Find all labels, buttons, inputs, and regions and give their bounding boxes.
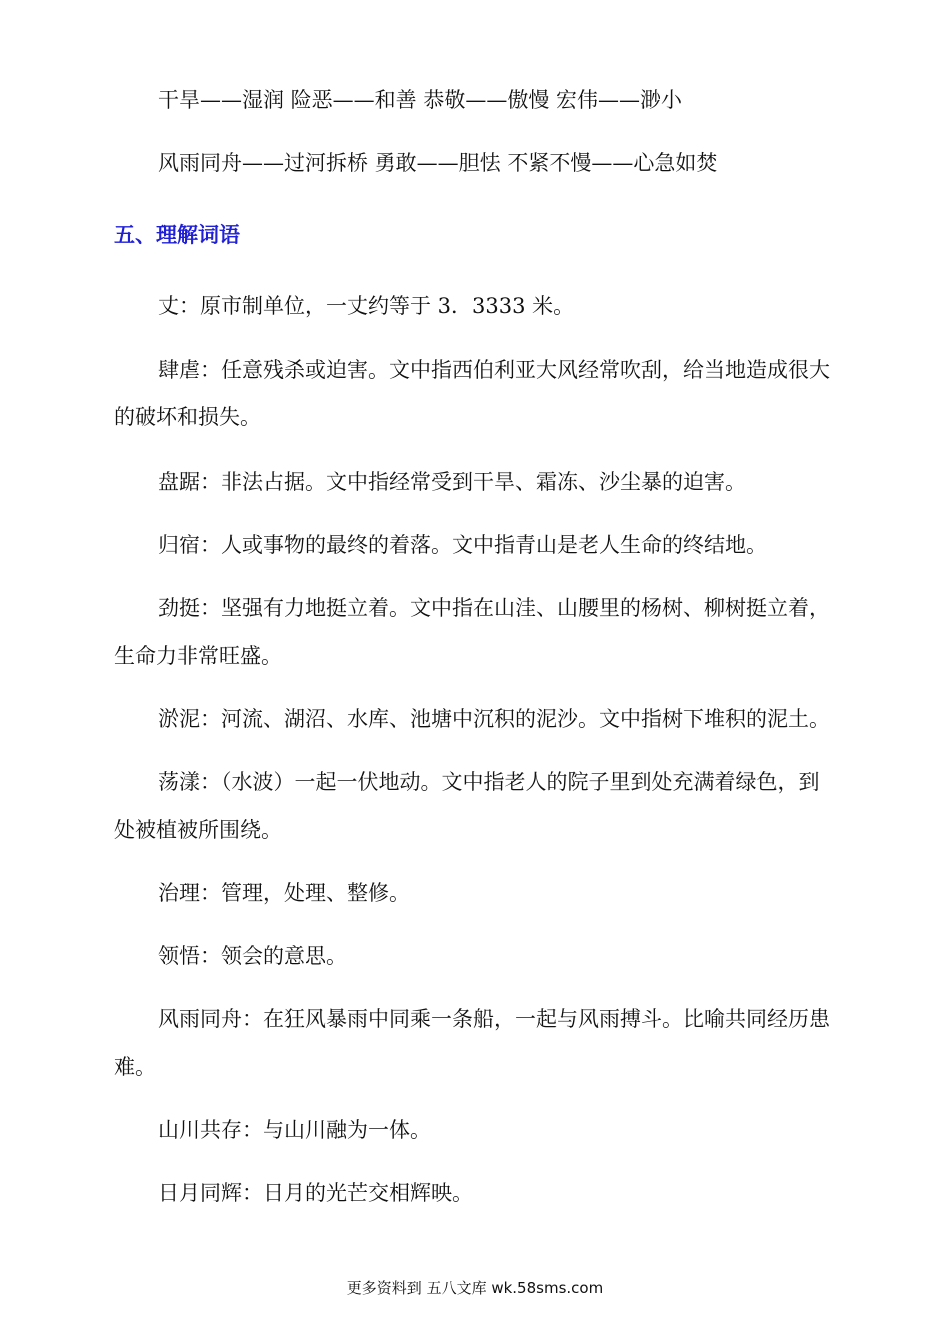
entry-yuni: 淤泥：河流、湖沼、水库、池塘中沉积的泥沙。文中指树下堆积的泥土。 <box>158 707 830 731</box>
entry-guisu: 归宿：人或事物的最终的着落。文中指青山是老人生命的终结地。 <box>158 533 767 557</box>
entry-dangyang: 荡漾：（水波）一起一伏地动。文中指老人的院子里到处充满着绿色，到 <box>158 770 820 794</box>
footer-link[interactable]: 更多资料到 五八文库 wk.58sms.com <box>346 1279 604 1297</box>
entry-shanchuangongcun: 山川共存：与山川融为一体。 <box>158 1118 431 1142</box>
entry-fengyutongzhou: 风雨同舟：在狂风暴雨中同乘一条船，一起与风雨搏斗。比喻共同经历患 <box>158 1007 830 1031</box>
entry-jinting: 劲挺：坚强有力地挺立着。文中指在山洼、山腰里的杨树、柳树挺立着， <box>158 596 830 620</box>
entry-panju: 盘踞：非法占据。文中指经常受到干旱、霜冻、沙尘暴的迫害。 <box>158 470 746 494</box>
entry-dangyang-continued: 处被植被所围绕。 <box>114 818 282 842</box>
entry-fengyutongzhou-continued: 难。 <box>114 1055 156 1079</box>
entry-zhang: 丈：原市制单位，一丈约等于 3．3333 米。 <box>158 294 575 318</box>
antonym-line-1: 干旱——湿润 险恶——和善 恭敬——傲慢 宏伟——渺小 <box>158 88 683 112</box>
entry-lingwu: 领悟：领会的意思。 <box>158 944 347 968</box>
entry-riyuetonghui: 日月同辉：日月的光芒交相辉映。 <box>158 1181 473 1205</box>
entry-sinue-continued: 的破坏和损失。 <box>114 405 261 429</box>
entry-jinting-continued: 生命力非常旺盛。 <box>114 644 282 668</box>
entry-sinue: 肆虐：任意残杀或迫害。文中指西伯利亚大风经常吹刮，给当地造成很大 <box>158 358 830 382</box>
section-heading: 五、理解词语 <box>114 223 240 247</box>
antonym-line-2: 风雨同舟——过河拆桥 勇敢——胆怯 不紧不慢——心急如焚 <box>158 151 718 175</box>
entry-zhili: 治理：管理，处理、整修。 <box>158 881 410 905</box>
